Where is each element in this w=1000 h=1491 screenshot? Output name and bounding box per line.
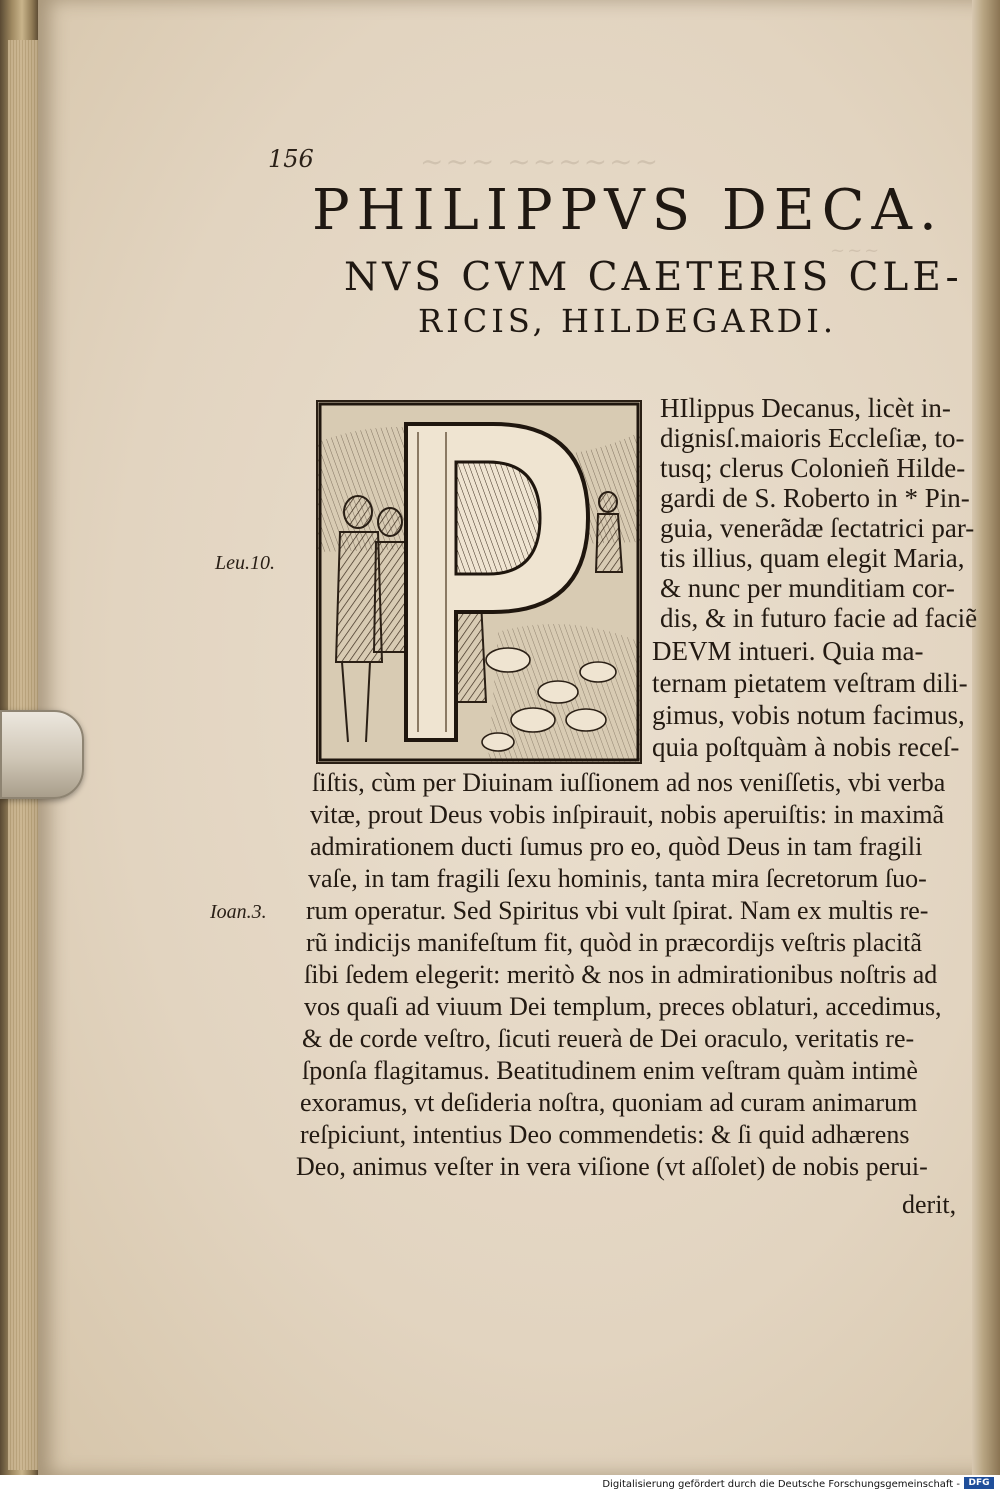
body-line: rum operatur. Sed Spiritus vbi vult ſpirat. Nam ex multis re- — [306, 896, 929, 925]
body-line: & de corde veſtro, ſicuti reuerà de Dei oraculo, veritatis re- — [302, 1024, 915, 1053]
margin-note: Ioan.3. — [210, 901, 267, 923]
page-clip — [0, 710, 84, 799]
body-line: admirationem ducti ſumus pro eo, quòd Deus in tam fragili — [310, 832, 923, 861]
dfg-logo: DFG — [964, 1477, 994, 1489]
body-line: ſibi ſedem elegerit: meritò & nos in admirationibus noſtris ad — [304, 960, 938, 989]
body-line: HIlippus Decanus, licèt in- — [660, 393, 951, 423]
body-line: ſiſtis, cùm per Diuinam iuſſionem ad nos veniſſetis, vbi verba — [312, 768, 946, 797]
body-line: ſponſa flagitamus. Beatitudinem enim veſtram quàm intimè — [302, 1056, 918, 1085]
body-line: gardi de S. Roberto in * Pin- — [660, 483, 970, 513]
body-line: Deo, animus veſter in vera viſione (vt aſſolet) de nobis perui- — [296, 1152, 928, 1181]
body-line: vaſe, in tam fragili ſexu hominis, tanta mira ſecretorum ſuo- — [308, 864, 927, 893]
body-line: vos quaſi ad viuum Dei templum, preces oblaturi, accedimus, — [304, 992, 942, 1021]
title-line-2: NVS CVM CAETERIS CLE- — [344, 255, 963, 300]
body-line: guia, venerãdæ ſectatrici par- — [660, 513, 975, 543]
body-line: exoramus, vt deſideria noſtra, quoniam ad curam animarum — [300, 1088, 918, 1117]
woodcut-illustration — [318, 402, 640, 762]
show-through-text: ~~~ ~~~~~~ — [420, 145, 661, 178]
footer-credit: Digitalisierung gefördert durch die Deutsche Forschungsgemeinschaft - — [602, 1479, 960, 1490]
page-number: 156 — [268, 145, 314, 173]
body-line: tusq; clerus Colonieñ Hilde- — [660, 453, 966, 483]
body-line: ternam pietatem veſtram dili- — [652, 668, 968, 698]
margin-note: Leu.10. — [215, 552, 275, 574]
book-edge-right — [972, 0, 1000, 1475]
body-line: & nunc per munditiam cor- — [660, 573, 955, 603]
body-line: gimus, vobis notum facimus, — [652, 700, 965, 730]
body-line: dis, & in futuro facie ad faciẽ — [660, 603, 978, 633]
body-line: dignisſ.maioris Eccleſiæ, to- — [660, 423, 965, 453]
woodcut-initial — [316, 400, 642, 764]
body-line: tis illius, quam elegit Maria, — [660, 543, 965, 573]
body-line: quia poſtquàm à nobis receſ- — [652, 732, 960, 762]
body-line: vitæ, prout Deus vobis inſpirauit, nobis aperuiſtis: in maximã — [310, 800, 945, 829]
body-line: DEVM intueri. Quia ma- — [652, 636, 924, 666]
title-line-1: PHILIPPVS DECA. — [312, 178, 944, 243]
body-line: reſpiciunt, intentius Deo commendetis: & ſi quid adhærens — [300, 1120, 910, 1149]
title-line-3: RICIS, HILDEGARDI. — [418, 302, 838, 340]
footer-bar — [0, 1475, 1000, 1491]
body-line: rũ indicijs manifeſtum fit, quòd in præcordijs veſtris placitã — [306, 928, 922, 957]
show-through-text: ~~~ — [830, 240, 882, 261]
catchword: derit, — [902, 1190, 957, 1219]
